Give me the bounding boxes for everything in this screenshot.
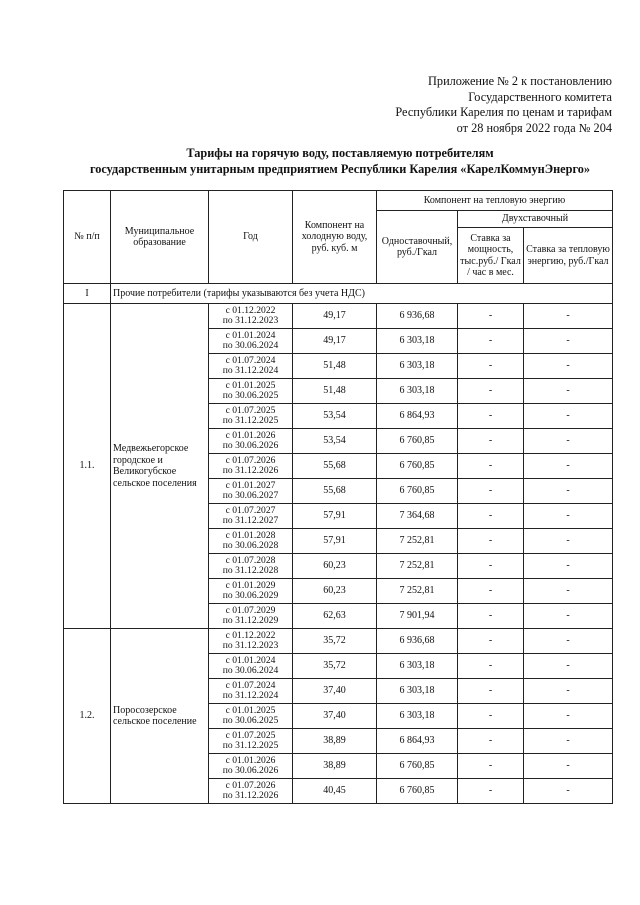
period-cell [209, 604, 293, 629]
period-cell [209, 379, 293, 404]
header-num: № п/п [64, 191, 111, 284]
energy-rate-value: - [524, 554, 613, 579]
period-from: с 01.07.2029 [225, 604, 276, 616]
capacity-rate-value: - [458, 729, 524, 754]
header-row [64, 191, 613, 211]
table-row [64, 304, 613, 329]
period-cell [209, 679, 293, 704]
period-cell [209, 629, 293, 654]
capacity-rate-value: - [458, 754, 524, 779]
energy-rate-value: - [524, 754, 613, 779]
energy-rate-value: - [524, 354, 613, 379]
period-from: с 01.07.2027 [225, 504, 276, 516]
capacity-rate-value: - [458, 604, 524, 629]
period-to: по 31.12.2029 [222, 615, 279, 626]
capacity-rate-value: - [458, 704, 524, 729]
cold-water-value: 49,17 [293, 304, 377, 329]
title-line-1: Тарифы на горячую воду, поставляемую потребителям [186, 146, 494, 160]
section-num: I [64, 284, 111, 304]
cold-water-value: 51,48 [293, 354, 377, 379]
appendix-line: Республики Карелия по ценам и тарифам [395, 105, 612, 119]
period-from: с 01.01.2027 [225, 479, 276, 491]
period-cell [209, 404, 293, 429]
period-cell [209, 304, 293, 329]
energy-rate-value: - [524, 654, 613, 679]
capacity-rate-value: - [458, 554, 524, 579]
period-from: с 01.07.2028 [225, 554, 276, 566]
period-to: по 31.12.2028 [222, 565, 279, 576]
cold-water-value: 60,23 [293, 554, 377, 579]
capacity-rate-value: - [458, 504, 524, 529]
period-cell [209, 454, 293, 479]
period-to: по 30.06.2026 [222, 765, 279, 776]
cold-water-value: 37,40 [293, 704, 377, 729]
period-from: с 01.01.2025 [225, 379, 276, 391]
document-title [60, 146, 620, 177]
single-rate-value: 6 303,18 [377, 354, 458, 379]
cold-water-value: 57,91 [293, 504, 377, 529]
energy-rate-value: - [524, 454, 613, 479]
period-to: по 30.06.2025 [222, 390, 279, 401]
cold-water-value: 57,91 [293, 529, 377, 554]
capacity-rate-value: - [458, 579, 524, 604]
capacity-rate-value: - [458, 454, 524, 479]
capacity-rate-value: - [458, 404, 524, 429]
header-energy-rate: Ставка за тепловую энергию, руб./Гкал [524, 228, 613, 284]
capacity-rate-value: - [458, 379, 524, 404]
period-from: с 01.12.2022 [225, 304, 276, 316]
period-cell [209, 754, 293, 779]
single-rate-value: 6 303,18 [377, 379, 458, 404]
cold-water-value: 55,68 [293, 479, 377, 504]
period-to: по 30.06.2024 [222, 340, 279, 351]
single-rate-value: 6 303,18 [377, 329, 458, 354]
single-rate-value: 6 303,18 [377, 654, 458, 679]
energy-rate-value: - [524, 529, 613, 554]
group-num: 1.2. [64, 629, 111, 804]
period-from: с 01.07.2024 [225, 354, 276, 366]
energy-rate-value: - [524, 579, 613, 604]
period-from: с 01.01.2024 [225, 654, 276, 666]
appendix-line: от 28 ноября 2022 года № 204 [456, 120, 612, 135]
period-to: по 31.12.2025 [222, 740, 279, 751]
energy-rate-value: - [524, 429, 613, 454]
single-rate-value: 7 901,94 [377, 604, 458, 629]
cold-water-value: 37,40 [293, 679, 377, 704]
capacity-rate-value: - [458, 629, 524, 654]
single-rate-value: 7 252,81 [377, 554, 458, 579]
period-from: с 01.01.2024 [225, 329, 276, 341]
energy-rate-value: - [524, 504, 613, 529]
energy-rate-value: - [524, 704, 613, 729]
period-to: по 31.12.2023 [222, 315, 279, 326]
period-cell [209, 654, 293, 679]
energy-rate-value: - [524, 629, 613, 654]
header-single-rate: Одноставочный, руб./Гкал [377, 211, 458, 284]
period-from: с 01.12.2022 [225, 629, 276, 641]
header-heat-component: Компонент на тепловую энергию [377, 191, 613, 211]
period-cell [209, 354, 293, 379]
single-rate-value: 6 936,68 [377, 629, 458, 654]
period-from: с 01.01.2026 [225, 429, 276, 441]
period-to: по 30.06.2026 [222, 440, 279, 451]
period-cell [209, 704, 293, 729]
single-rate-value: 6 760,85 [377, 429, 458, 454]
header-cold-water: Компонент на холодную воду, руб. куб. м [293, 191, 377, 284]
cold-water-value: 51,48 [293, 379, 377, 404]
capacity-rate-value: - [458, 529, 524, 554]
capacity-rate-value: - [458, 654, 524, 679]
period-cell [209, 729, 293, 754]
header-capacity-rate: Ставка за мощность, тыс.руб./ Гкал / час в мес. [458, 228, 524, 284]
energy-rate-value: - [524, 779, 613, 804]
single-rate-value: 6 864,93 [377, 404, 458, 429]
tariff-table [63, 190, 613, 804]
cold-water-value: 35,72 [293, 654, 377, 679]
period-to: по 31.12.2026 [222, 790, 279, 801]
energy-rate-value: - [524, 379, 613, 404]
period-cell [209, 479, 293, 504]
period-from: с 01.07.2025 [225, 729, 276, 741]
period-from: с 01.07.2025 [225, 404, 276, 416]
cold-water-value: 62,63 [293, 604, 377, 629]
period-cell [209, 579, 293, 604]
energy-rate-value: - [524, 604, 613, 629]
header-two-rate: Двухставочный [458, 211, 613, 228]
single-rate-value: 7 252,81 [377, 579, 458, 604]
capacity-rate-value: - [458, 329, 524, 354]
period-from: с 01.01.2029 [225, 579, 276, 591]
title-line-2: государственным унитарным предприятием Республики Карелия «КарелКоммунЭнерго» [89, 161, 591, 176]
period-from: с 01.01.2026 [225, 754, 276, 766]
capacity-rate-value: - [458, 304, 524, 329]
period-to: по 31.12.2025 [222, 415, 279, 426]
single-rate-value: 6 936,68 [377, 304, 458, 329]
capacity-rate-value: - [458, 429, 524, 454]
capacity-rate-value: - [458, 354, 524, 379]
capacity-rate-value: - [458, 779, 524, 804]
energy-rate-value: - [524, 479, 613, 504]
single-rate-value: 6 760,85 [377, 754, 458, 779]
period-to: по 31.12.2026 [222, 465, 279, 476]
single-rate-value: 6 760,85 [377, 479, 458, 504]
period-to: по 31.12.2024 [222, 690, 279, 701]
header-municipality: Муниципальное образование [111, 191, 209, 284]
municipality-name: Медвежьегорское городское и Великогубское сельское поселения [111, 304, 209, 629]
period-to: по 30.06.2024 [222, 665, 279, 676]
period-to: по 31.12.2027 [222, 515, 279, 526]
period-cell [209, 429, 293, 454]
municipality-name: Поросозерское сельское поселение [111, 629, 209, 804]
period-to: по 30.06.2025 [222, 715, 279, 726]
single-rate-value: 6 303,18 [377, 704, 458, 729]
cold-water-value: 38,89 [293, 729, 377, 754]
cold-water-value: 49,17 [293, 329, 377, 354]
appendix-line: Приложение № 2 к постановлению [428, 74, 612, 88]
cold-water-value: 53,54 [293, 429, 377, 454]
appendix-reference [330, 74, 612, 136]
energy-rate-value: - [524, 729, 613, 754]
energy-rate-value: - [524, 404, 613, 429]
single-rate-value: 7 364,68 [377, 504, 458, 529]
period-from: с 01.07.2026 [225, 454, 276, 466]
single-rate-value: 6 864,93 [377, 729, 458, 754]
section-label: Прочие потребители (тарифы указываются без учета НДС) [111, 284, 613, 304]
period-from: с 01.01.2028 [225, 529, 276, 541]
single-rate-value: 6 303,18 [377, 679, 458, 704]
cold-water-value: 53,54 [293, 404, 377, 429]
period-cell [209, 779, 293, 804]
cold-water-value: 60,23 [293, 579, 377, 604]
group-num: 1.1. [64, 304, 111, 629]
period-cell [209, 329, 293, 354]
single-rate-value: 6 760,85 [377, 454, 458, 479]
single-rate-value: 6 760,85 [377, 779, 458, 804]
period-cell [209, 504, 293, 529]
appendix-line: Государственного комитета [468, 89, 612, 104]
energy-rate-value: - [524, 679, 613, 704]
period-from: с 01.07.2026 [225, 779, 276, 791]
cold-water-value: 55,68 [293, 454, 377, 479]
period-cell [209, 529, 293, 554]
cold-water-value: 40,45 [293, 779, 377, 804]
period-to: по 30.06.2028 [222, 540, 279, 551]
period-to: по 30.06.2029 [222, 590, 279, 601]
cold-water-value: 35,72 [293, 629, 377, 654]
header-year: Год [209, 191, 293, 284]
period-cell [209, 554, 293, 579]
period-to: по 30.06.2027 [222, 490, 279, 501]
cold-water-value: 38,89 [293, 754, 377, 779]
period-from: с 01.07.2024 [225, 679, 276, 691]
period-from: с 01.01.2025 [225, 704, 276, 716]
table-row [64, 629, 613, 654]
period-to: по 31.12.2023 [222, 640, 279, 651]
energy-rate-value: - [524, 304, 613, 329]
energy-rate-value: - [524, 329, 613, 354]
capacity-rate-value: - [458, 679, 524, 704]
period-to: по 31.12.2024 [222, 365, 279, 376]
single-rate-value: 7 252,81 [377, 529, 458, 554]
capacity-rate-value: - [458, 479, 524, 504]
section-row [64, 284, 613, 304]
